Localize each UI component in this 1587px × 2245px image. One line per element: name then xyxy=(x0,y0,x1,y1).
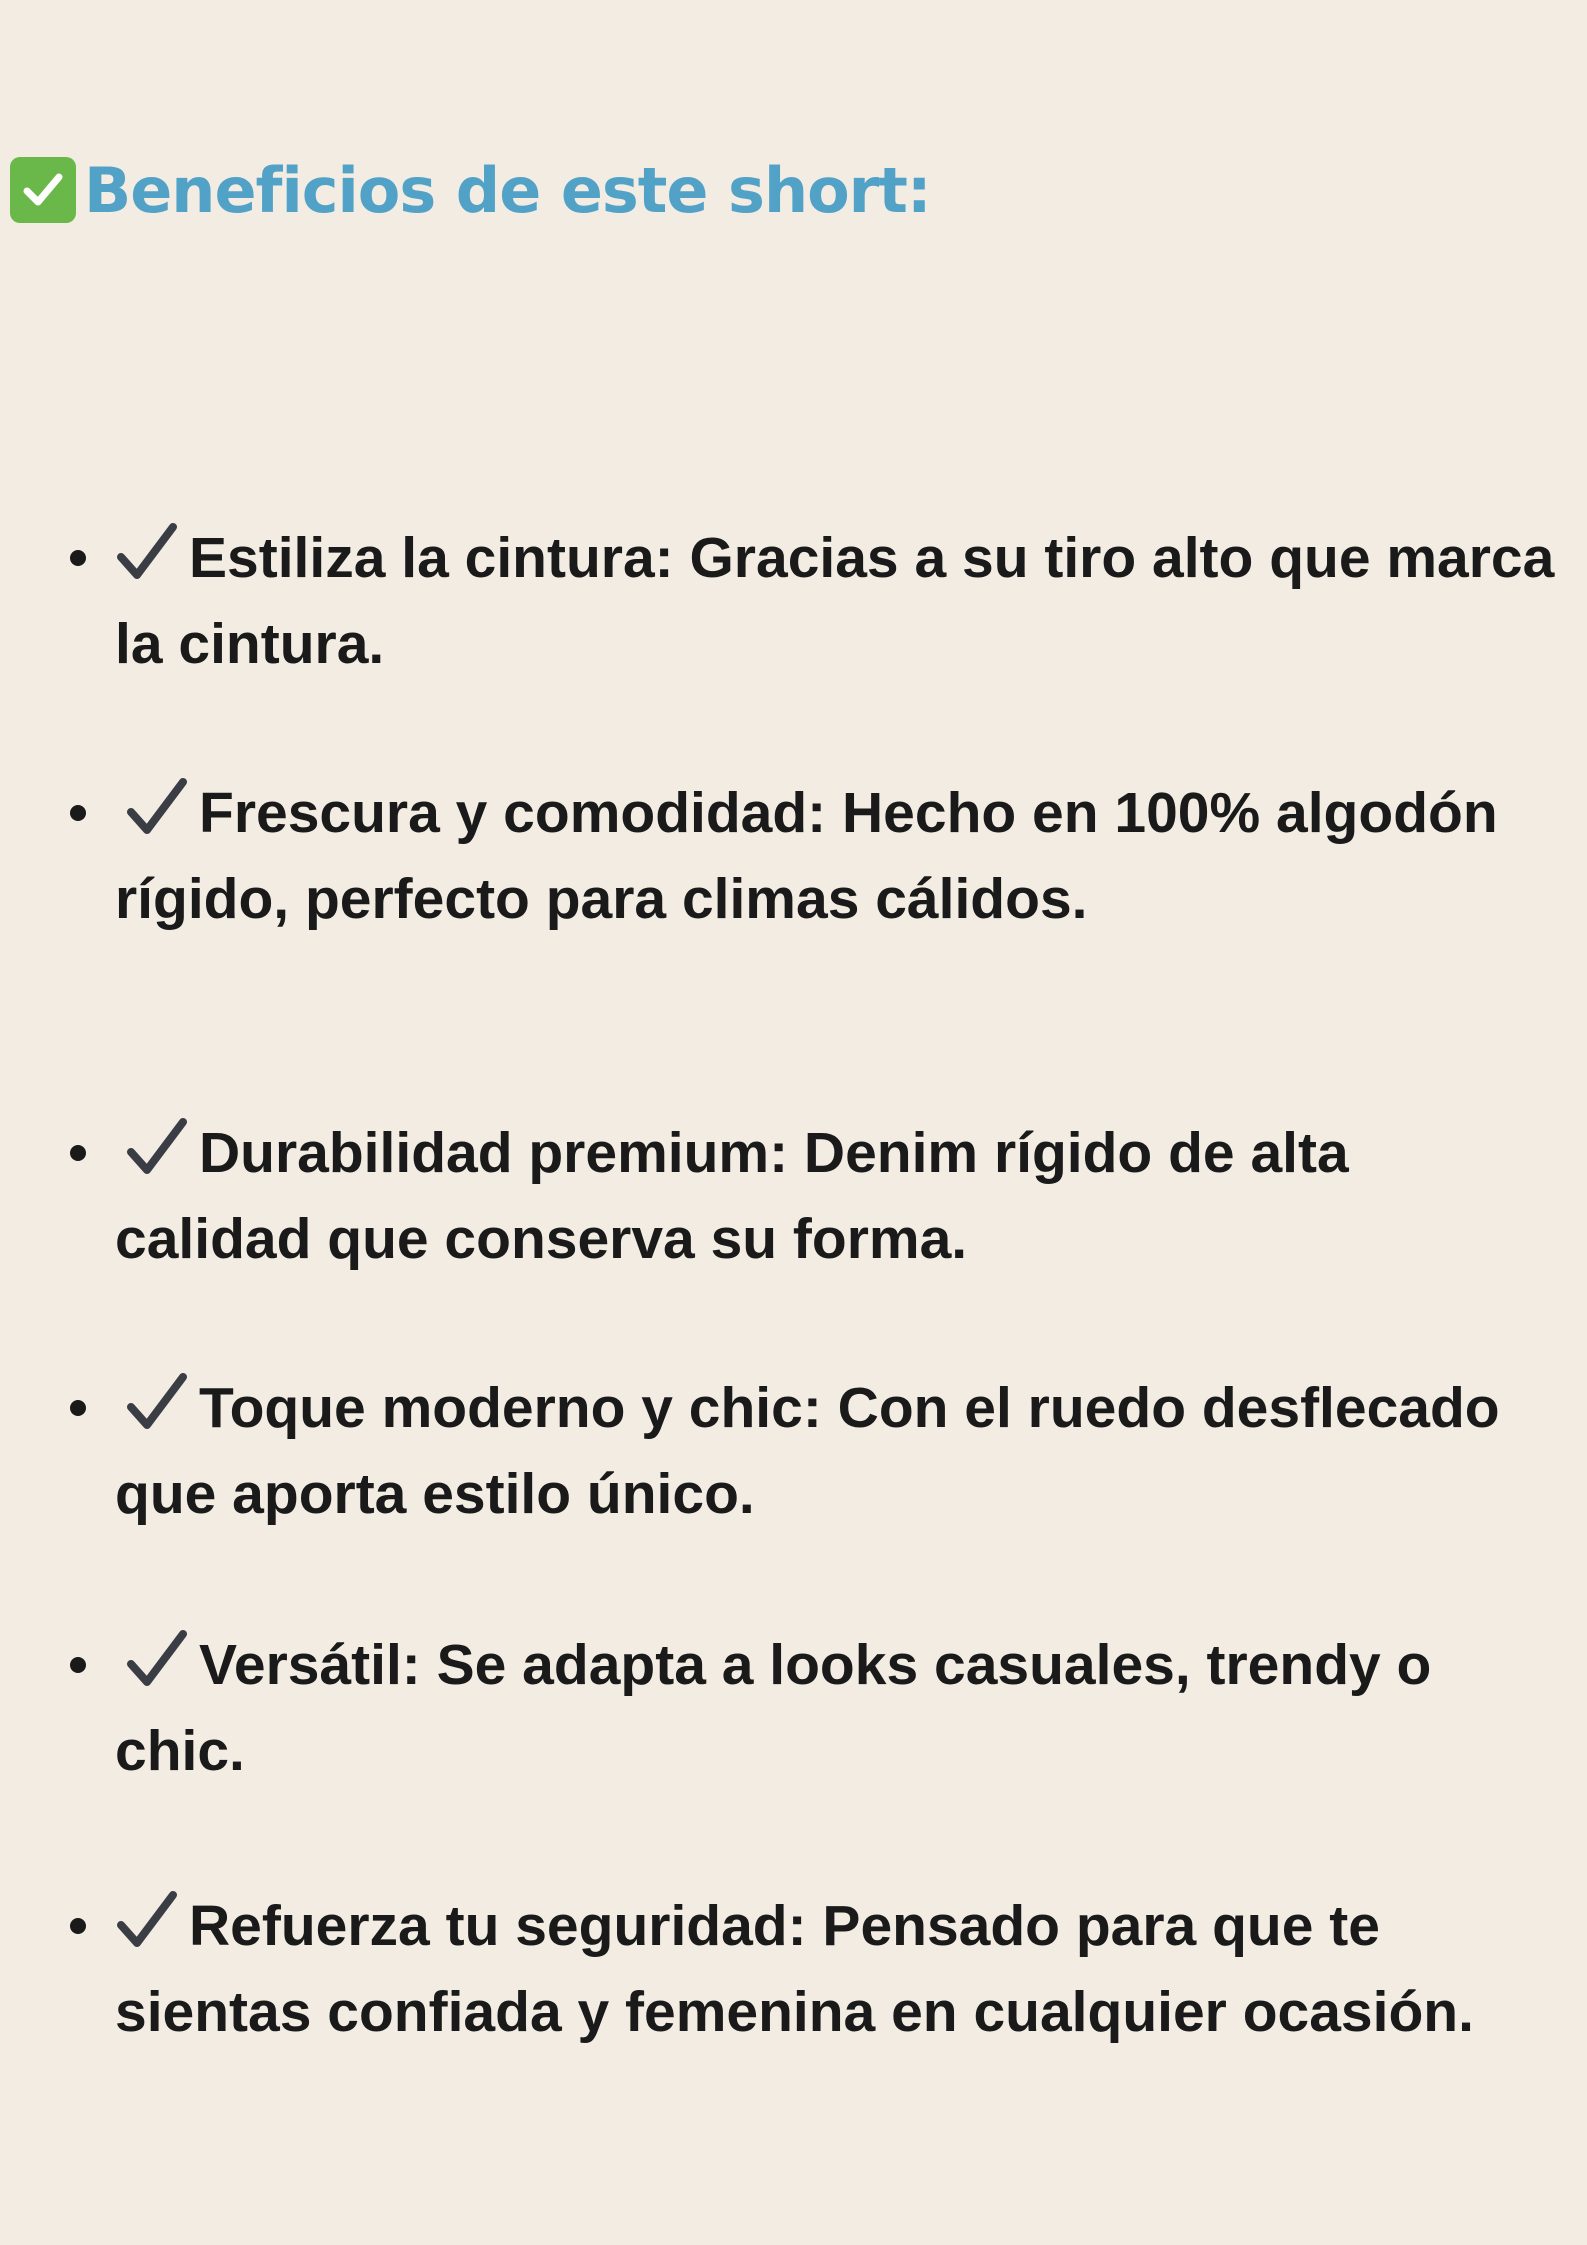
list-item-text: Estiliza la cintura: Gracias a su tiro alto que marca la cintura. xyxy=(115,526,1555,676)
list-item xyxy=(115,770,1555,942)
list-item-text: Durabilidad premium: Denim rígido de alta calidad que conserva su forma. xyxy=(115,1121,1349,1271)
bullet-dot xyxy=(70,1918,86,1934)
check-mark-icon xyxy=(125,1628,189,1692)
bullet-dot xyxy=(70,1400,86,1416)
page-title: Beneficios de este short: xyxy=(84,153,931,227)
list-item-text: Toque moderno y chic: Con el ruedo desflecado que aporta estilo único. xyxy=(115,1376,1500,1526)
list-item xyxy=(115,1365,1555,1537)
bullet-dot xyxy=(70,805,86,821)
list-item-text: Frescura y comodidad: Hecho en 100% algodón rígido, perfecto para climas cálidos. xyxy=(115,781,1498,931)
bullet-dot xyxy=(70,550,86,566)
check-mark-icon xyxy=(125,1116,189,1180)
check-mark-icon xyxy=(125,1371,189,1435)
list-item-text: Refuerza tu seguridad: Pensado para que te sientas confiada y femenina en cualquier ocasión. xyxy=(115,1894,1474,2044)
list-item-text: Versátil: Se adapta a looks casuales, trendy o chic. xyxy=(115,1633,1432,1783)
check-mark-icon xyxy=(125,776,189,840)
check-mark-icon xyxy=(115,521,179,585)
title-row xyxy=(10,150,931,230)
list-item xyxy=(115,1883,1555,2055)
bullet-dot xyxy=(70,1145,86,1161)
list-item xyxy=(115,1110,1555,1282)
list-item xyxy=(115,515,1555,687)
list-item xyxy=(115,1622,1555,1794)
bullet-dot xyxy=(70,1657,86,1673)
check-mark-icon xyxy=(115,1889,179,1953)
check-mark-box-icon xyxy=(10,157,76,223)
